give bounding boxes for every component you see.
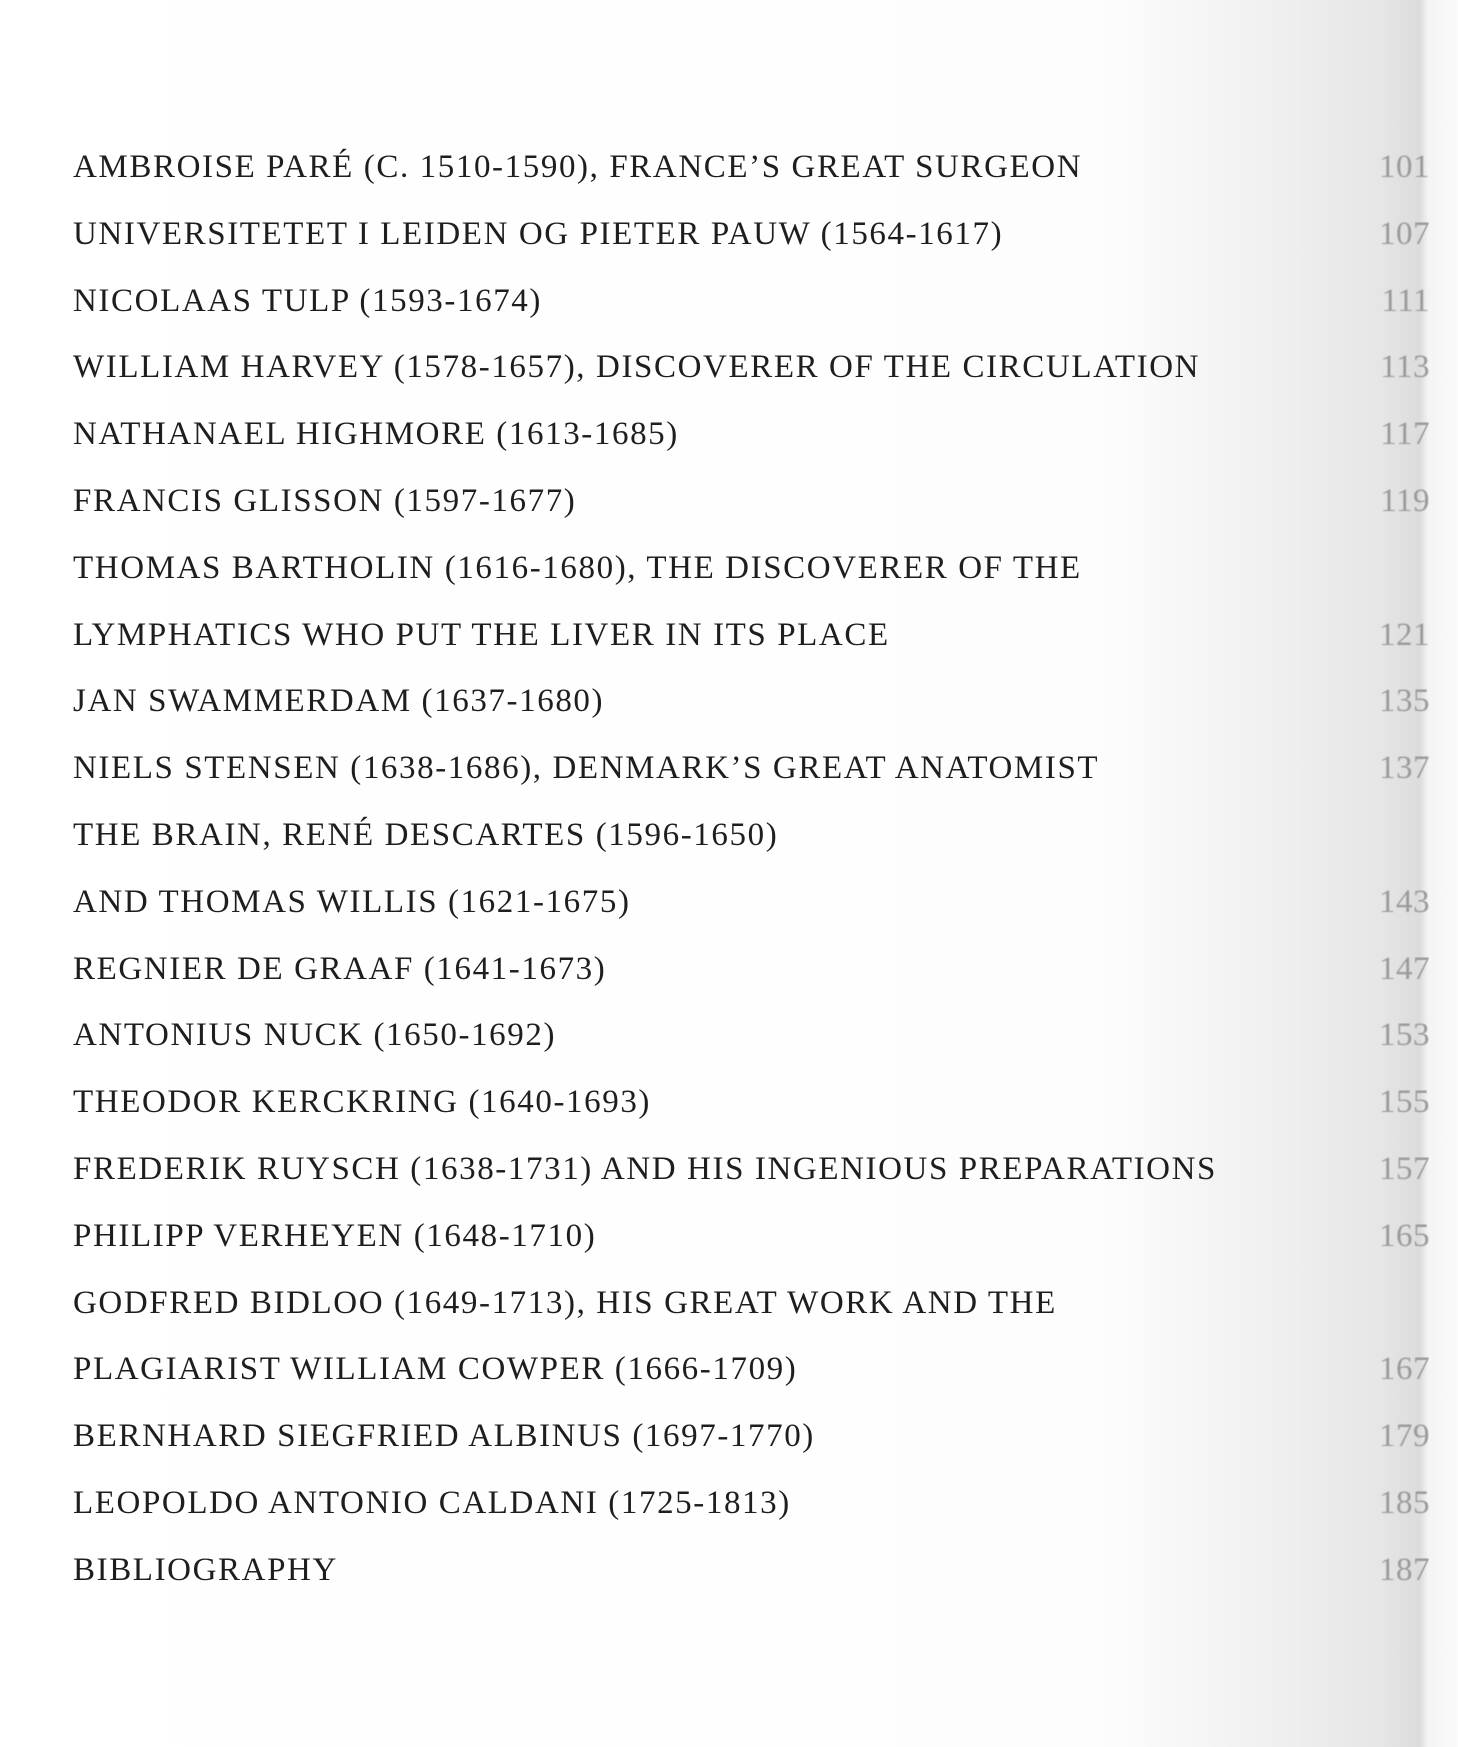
toc-entry-page-number: 119 bbox=[1380, 483, 1430, 519]
toc-entry-title: THEODOR KERCKRING (1640-1693) bbox=[73, 1084, 652, 1121]
toc-entry-title: AMBROISE PARÉ (C. 1510-1590), FRANCE’S GREAT SURGEON bbox=[73, 149, 1083, 185]
toc-entry-title: LEOPOLDO ANTONIO CALDANI (1725-1813) bbox=[73, 1485, 791, 1521]
toc-entry bbox=[73, 1283, 1430, 1323]
toc-entry-title: NATHANAEL HIGHMORE (1613-1685) bbox=[73, 416, 679, 453]
toc-entry bbox=[73, 949, 1430, 989]
toc-entry bbox=[73, 548, 1430, 588]
toc-entry bbox=[73, 1550, 1430, 1590]
toc-entry bbox=[73, 347, 1430, 387]
toc-entry-page-number: 185 bbox=[1379, 1485, 1430, 1521]
toc-entry-title: BERNHARD SIEGFRIED ALBINUS (1697-1770) bbox=[73, 1418, 815, 1455]
toc-entry-page-number: 167 bbox=[1379, 1351, 1430, 1388]
toc-entry bbox=[73, 1082, 1430, 1122]
toc-entry-title: PLAGIARIST WILLIAM COWPER (1666-1709) bbox=[73, 1351, 798, 1388]
toc-entry-title: REGNIER DE GRAAF (1641-1673) bbox=[73, 950, 607, 987]
toc-entry bbox=[73, 882, 1430, 922]
toc-entry-page-number: 107 bbox=[1379, 215, 1430, 252]
toc-entry-page-number: 101 bbox=[1379, 149, 1430, 185]
toc-entry-title: NIELS STENSEN (1638-1686), DENMARK’S GREAT ANATOMIST bbox=[73, 750, 1100, 787]
toc-entry-page-number: 121 bbox=[1379, 616, 1430, 653]
toc-entry-title: FRANCIS GLISSON (1597-1677) bbox=[73, 483, 577, 519]
toc-entry-page-number: 187 bbox=[1379, 1551, 1430, 1588]
toc-entry-page-number: 143 bbox=[1379, 883, 1430, 920]
toc-entry bbox=[73, 214, 1430, 254]
toc-entry-title: FREDERIK RUYSCH (1638-1731) AND HIS INGENIOUS PREPARATIONS bbox=[73, 1151, 1217, 1187]
toc-entry bbox=[73, 1416, 1430, 1456]
toc-entry bbox=[73, 1483, 1430, 1523]
toc-entry bbox=[73, 414, 1430, 454]
toc-entry-page-number: 135 bbox=[1379, 683, 1430, 720]
toc-entry-page-number: 111 bbox=[1381, 282, 1430, 319]
toc-entry-title: UNIVERSITETET I LEIDEN OG PIETER PAUW (1564-1617) bbox=[73, 215, 1004, 252]
toc-entry-title: THE BRAIN, RENÉ DESCARTES (1596-1650) bbox=[73, 817, 779, 853]
toc-entry bbox=[73, 1216, 1430, 1256]
toc-entry-page-number: 153 bbox=[1379, 1017, 1430, 1054]
toc-entry-title: WILLIAM HARVEY (1578-1657), DISCOVERER OF THE CIRCULATION bbox=[73, 349, 1201, 386]
toc-entry-title: AND THOMAS WILLIS (1621-1675) bbox=[73, 883, 631, 920]
toc-entry-page-number: 117 bbox=[1380, 416, 1430, 453]
toc-entry-page-number: 147 bbox=[1379, 950, 1430, 987]
toc-entry-page-number: 179 bbox=[1379, 1418, 1430, 1455]
toc-entry-title: JAN SWAMMERDAM (1637-1680) bbox=[73, 683, 605, 720]
toc-entry-page-number: 113 bbox=[1380, 349, 1430, 386]
toc-entry-title: NICOLAAS TULP (1593-1674) bbox=[73, 282, 542, 319]
toc-entry-title: LYMPHATICS WHO PUT THE LIVER IN ITS PLACE bbox=[73, 616, 890, 653]
toc-entry bbox=[73, 1149, 1430, 1189]
toc-entry bbox=[73, 481, 1430, 521]
toc-entry bbox=[73, 147, 1430, 187]
toc-entry bbox=[73, 1015, 1430, 1055]
toc-entry bbox=[73, 615, 1430, 655]
toc-entry bbox=[73, 681, 1430, 721]
toc-entry-page-number: 137 bbox=[1379, 750, 1430, 787]
toc-entry bbox=[73, 748, 1430, 788]
toc-entry-page-number: 157 bbox=[1379, 1151, 1430, 1187]
toc-entry-title: PHILIPP VERHEYEN (1648-1710) bbox=[73, 1217, 597, 1254]
toc-entry-title: ANTONIUS NUCK (1650-1692) bbox=[73, 1017, 557, 1054]
toc-entry bbox=[73, 1349, 1430, 1389]
toc-entry bbox=[73, 815, 1430, 855]
toc-entry-title: THOMAS BARTHOLIN (1616-1680), THE DISCOVERER OF THE bbox=[73, 549, 1082, 586]
toc-entry bbox=[73, 281, 1430, 321]
toc-entry-page-number: 165 bbox=[1379, 1217, 1430, 1254]
toc-entry-page-number: 155 bbox=[1379, 1084, 1430, 1121]
toc-entry-title: BIBLIOGRAPHY bbox=[73, 1551, 338, 1588]
toc-entry-title: GODFRED BIDLOO (1649-1713), HIS GREAT WORK AND THE bbox=[73, 1284, 1057, 1321]
